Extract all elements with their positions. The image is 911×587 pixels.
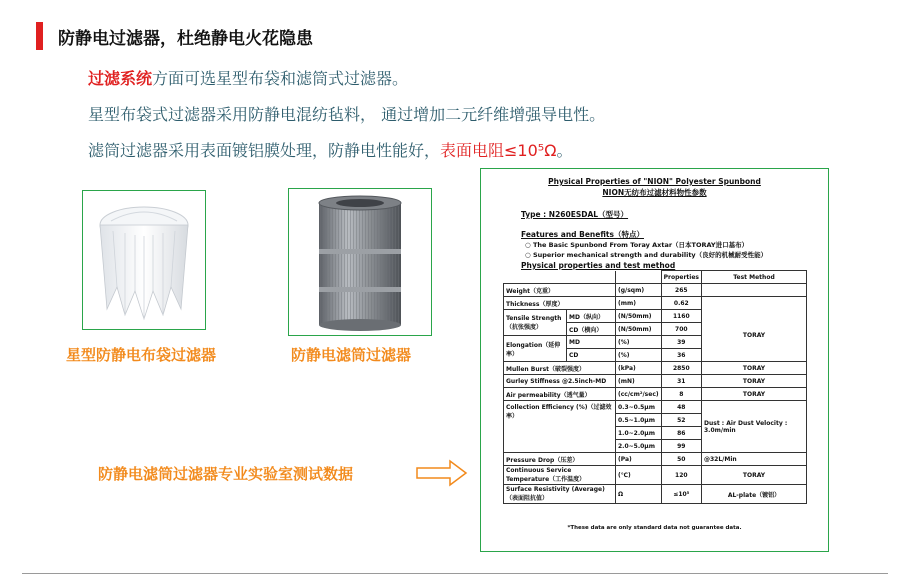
table-row: Collection Efficiency (%)（过滤效率） 0.3~0.5μm 48 Dust : Air Dust Velocity : 3.0m/min (504, 401, 807, 414)
spec-table (503, 270, 807, 504)
table-row: Mullen Burst（破裂强度） (kPa) 2850 TORAY (504, 362, 807, 375)
feature-1: ○ The Basic Spunbond From Toray Axtar（日本TORAY进口基布） (525, 241, 749, 249)
text-line-2: 星型布袋式过滤器采用防静电混纺毡料， 通过增加二元纤维增强导电性。 (88, 105, 606, 124)
sheet-note: *These data are only standard data not guarantee data. (567, 525, 742, 531)
col-header-properties: Properties (661, 271, 701, 284)
cartridge-filter-caption: 防静电滤筒过滤器 (291, 346, 412, 364)
star-bag-filter-image (82, 190, 206, 330)
table-row: Gurley Stiffness @2.5inch-MD (mN) 31 TORAY (504, 375, 807, 388)
table-row: 2.0~5.0μm 99 (504, 440, 807, 453)
table-row: Air permeability（透气量） (cc/cm²/sec) 8 TORAY (504, 388, 807, 401)
spec-sheet (480, 168, 829, 552)
lab-data-caption: 防静电滤筒过滤器专业实验室测试数据 (98, 465, 354, 483)
sheet-title-cn: NION无纺布过滤材料物性参数 (602, 188, 707, 197)
cartridge-filter-image (288, 188, 432, 336)
table-row: CD（横向） (N/50mm) 700 (504, 323, 807, 336)
props-heading: Physical properties and test method (521, 261, 676, 270)
right-arrow-icon (416, 459, 468, 491)
surface-resistance-highlight: 表面电阻≤10⁵Ω (440, 141, 557, 160)
features-heading: Features and Benefits（特点） (521, 230, 644, 239)
table-row: CD (%) 36 (504, 349, 807, 362)
text-line-1 (88, 66, 408, 89)
table-row: Thickness（厚度） (mm) 0.62 (504, 297, 807, 310)
sheet-title-en: Physical Properties of "NION" Polyester Spunbond (548, 177, 761, 186)
text-line-3 (88, 138, 572, 161)
line-3-suffix: 。 (556, 141, 573, 160)
table-row (504, 271, 807, 284)
sheet-type: Type : N260ESDAL（型号） (521, 210, 629, 219)
table-row: Tensile Strength（抗张强度） MD（纵向） (N/50mm) 1160 TORAY (504, 310, 807, 323)
feature-2: ○ Superior mechanical strength and durability（良好的机械耐受性能） (525, 251, 768, 259)
page-title: 防静电过滤器，杜绝静电火花隐患 (58, 29, 313, 49)
highlight-filter-system: 过滤系统 (88, 69, 153, 88)
table-row: Pressure Drop（压差） (Pa) 50 @32L/Min (504, 453, 807, 466)
table-row: Surface Resistivity (Average)（表面阻抗值） Ω ≤10⁵ AL-plate（镀铝） (504, 485, 807, 504)
footer-divider (22, 573, 888, 574)
table-row: Continuous Service Temperature（工作温度） (℃) 120 TORAY (504, 466, 807, 485)
table-row: 1.0~2.0μm 86 (504, 427, 807, 440)
title-accent-bar (36, 22, 43, 50)
table-row: 0.5~1.0μm 52 (504, 414, 807, 427)
col-header-method: Test Method (702, 271, 807, 284)
line-1-rest: 方面可选星型布袋和滤筒式过滤器。 (152, 69, 409, 88)
line-3-prefix: 滤筒过滤器采用表面镀铝膜处理，防静电性能好， (88, 141, 441, 160)
table-row: Weight（克重） (g/sqm) 265 (504, 284, 807, 297)
table-row: Elongation（延伸率） MD (%) 39 (504, 336, 807, 349)
bag-filter-caption: 星型防静电布袋过滤器 (66, 346, 217, 364)
